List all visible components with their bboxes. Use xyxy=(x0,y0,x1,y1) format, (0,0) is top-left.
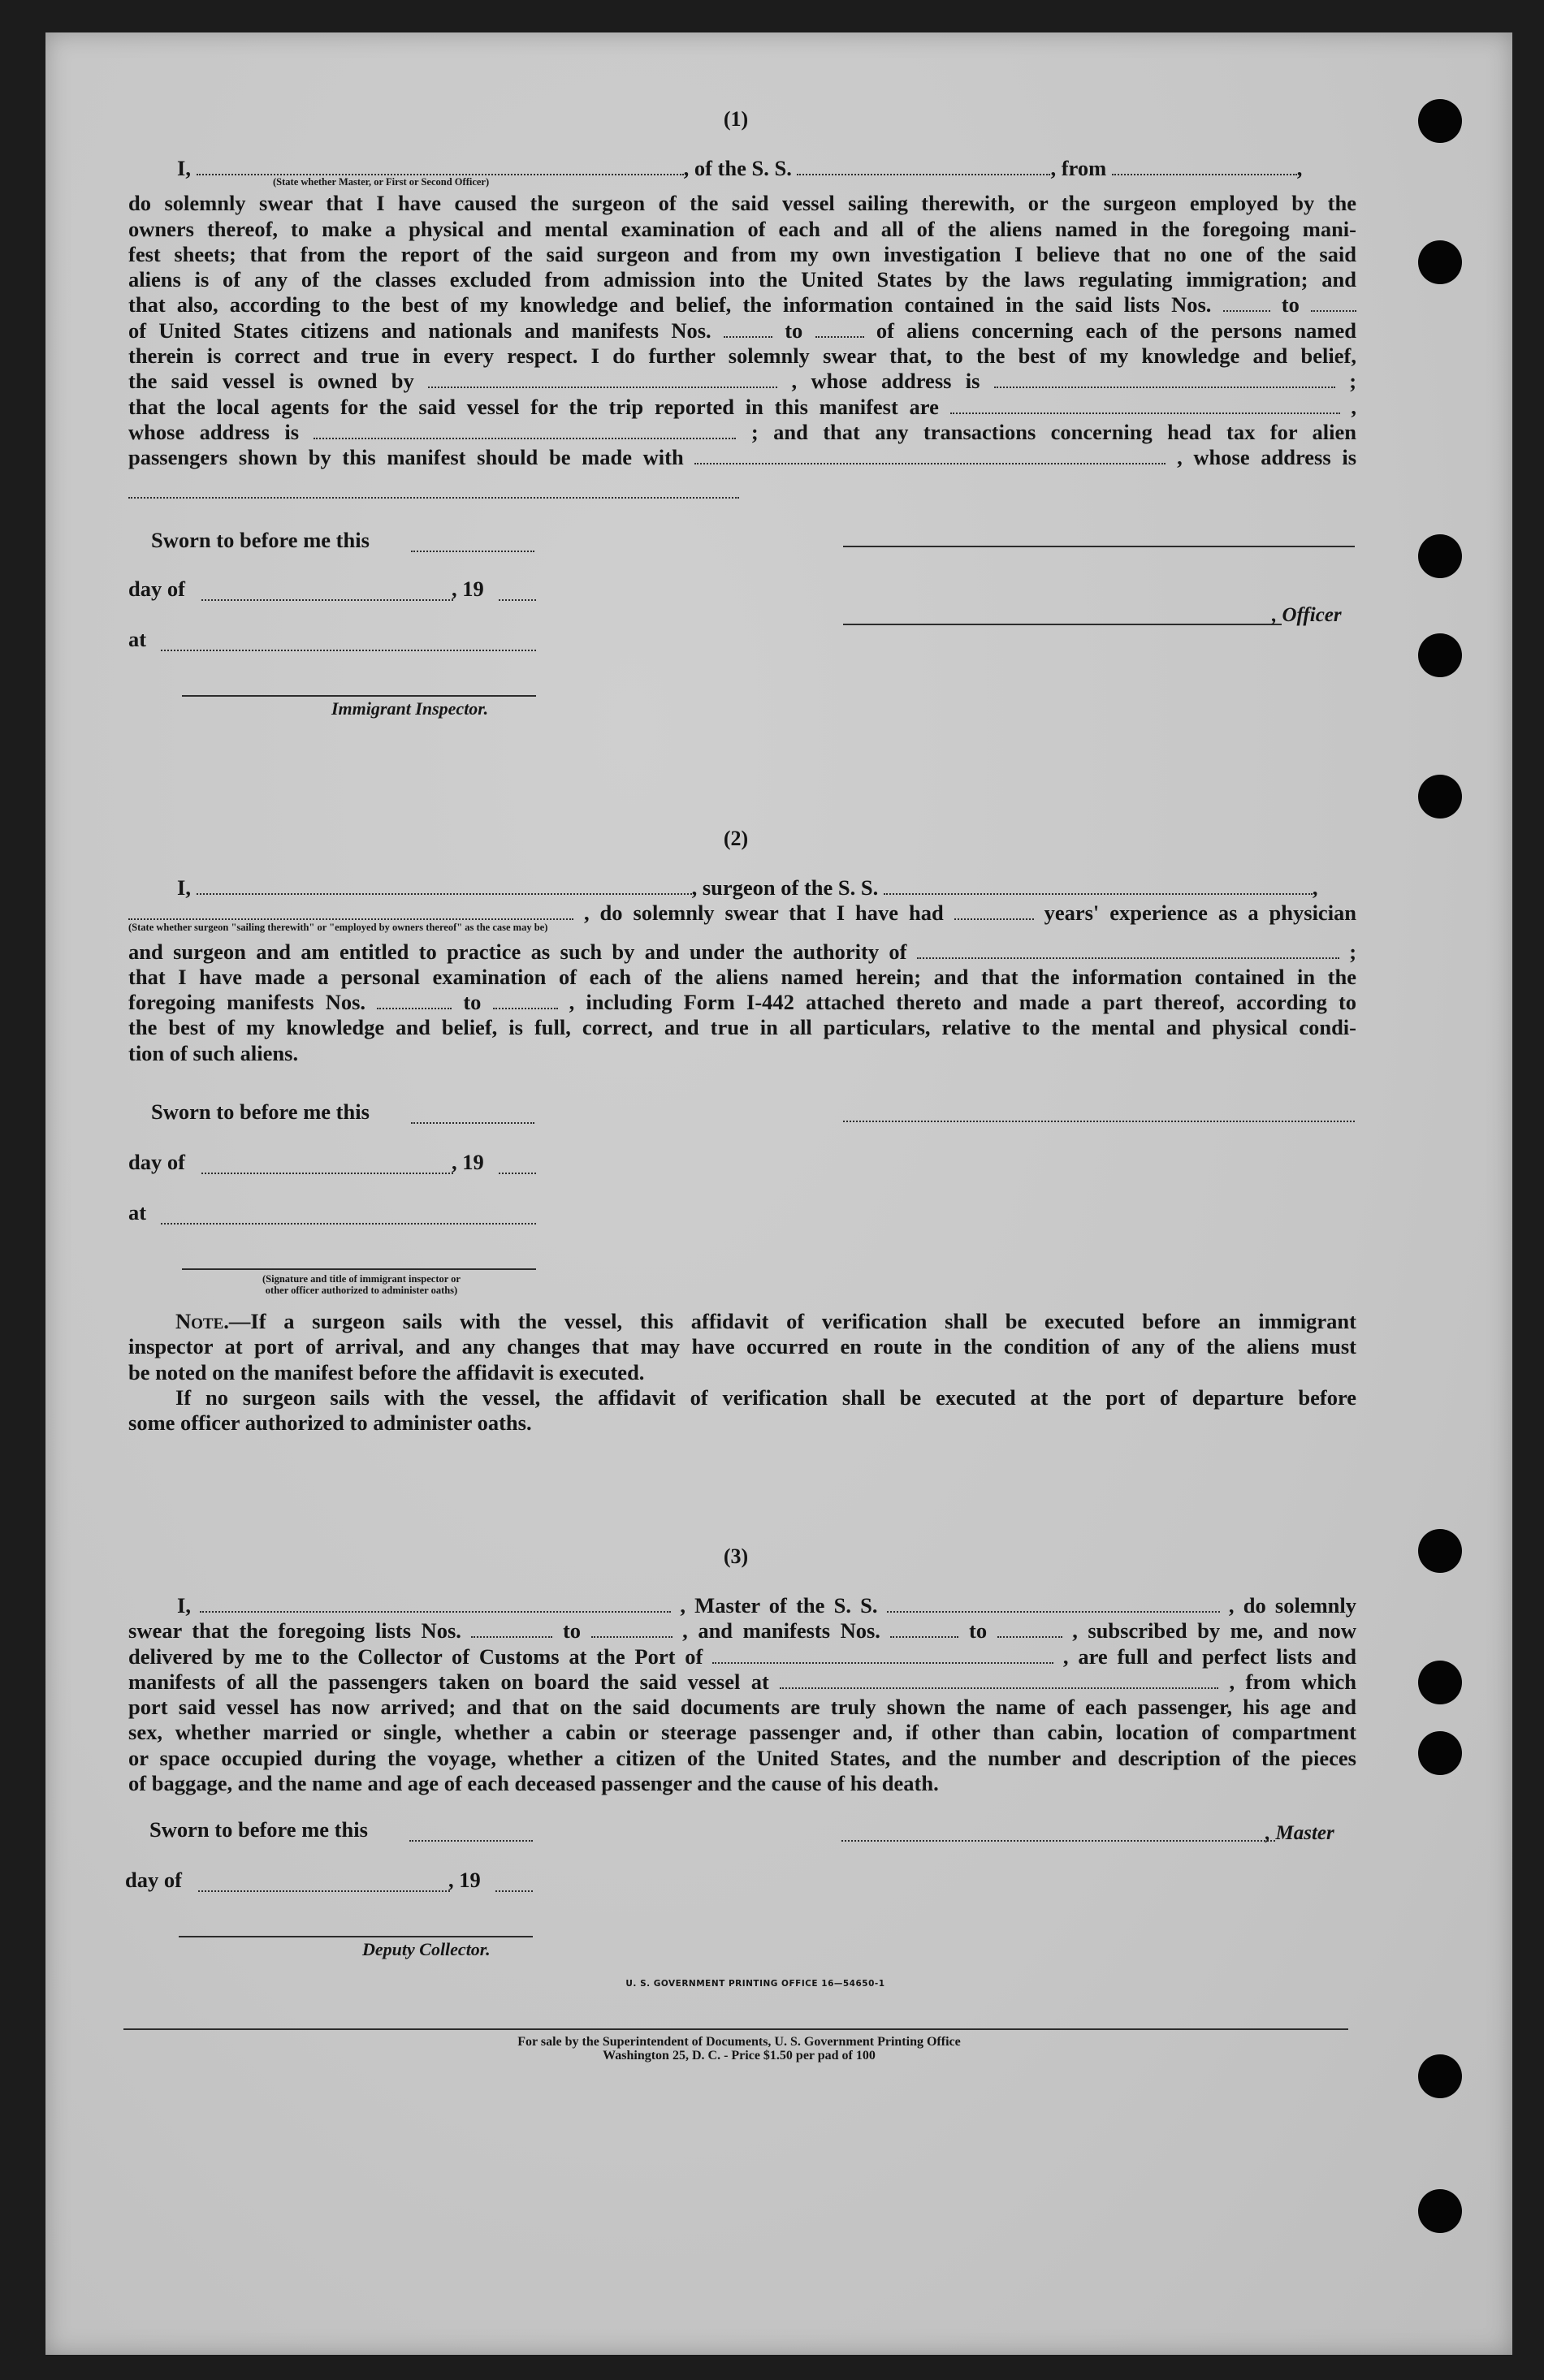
list-to-blank[interactable] xyxy=(1311,294,1356,312)
text: , Master of the S. S. xyxy=(680,1593,878,1618)
text-line-port xyxy=(128,1644,1356,1669)
owner-blank[interactable] xyxy=(428,370,777,388)
text-line-manifests xyxy=(128,318,1356,343)
master-title: , Master xyxy=(1265,1822,1334,1844)
caption-line: (Signature and title of immigrant inspector or xyxy=(262,1273,461,1285)
text-line-lists xyxy=(128,292,1356,317)
at-label: at xyxy=(128,627,147,651)
text-line: do solemnly swear that I have caused the surgeon of the said vessel sailing therewith, or the surgeon employed by the xyxy=(128,191,1356,216)
master-name-blank[interactable] xyxy=(200,1595,671,1613)
section-1-number: (1) xyxy=(723,107,749,131)
sworn-date-blank[interactable] xyxy=(409,1840,533,1842)
footer-rule xyxy=(123,2028,1348,2030)
text: , xyxy=(1296,156,1303,180)
agents-address-blank[interactable] xyxy=(314,421,736,439)
section-3-number: (3) xyxy=(723,1544,749,1568)
text: , are full and perfect lists and xyxy=(1062,1644,1357,1669)
text-line-agents-address xyxy=(128,420,1356,445)
text: years' experience as a physician xyxy=(1044,901,1357,926)
text: , and manifests Nos. xyxy=(682,1618,880,1644)
authority-blank[interactable] xyxy=(917,941,1339,959)
text: , whose address is xyxy=(1177,445,1357,470)
sworn-date-blank[interactable] xyxy=(411,551,534,552)
manifest-to-blank[interactable] xyxy=(493,991,558,1009)
from-port-blank[interactable] xyxy=(1112,158,1297,175)
text-line: tion of such aliens. xyxy=(128,1040,299,1065)
note-label: Note. xyxy=(175,1309,229,1333)
text-line-lists xyxy=(128,1618,1356,1644)
agents-blank[interactable] xyxy=(950,396,1340,414)
collector-title: Deputy Collector. xyxy=(362,1939,491,1959)
vessel-name-blank[interactable] xyxy=(797,158,1050,175)
day-of-blank[interactable] xyxy=(198,1890,450,1892)
text: ; xyxy=(1349,369,1357,394)
list-from-blank[interactable] xyxy=(1223,294,1270,312)
at-blank[interactable] xyxy=(161,650,536,651)
manifest-from-blank[interactable] xyxy=(724,320,772,338)
year-label: , 19 xyxy=(452,577,484,601)
surgeon-type-blank[interactable] xyxy=(128,902,573,920)
text: whose address is xyxy=(128,419,300,444)
text-line-head-tax xyxy=(128,445,1356,470)
section-3-body xyxy=(128,1593,1356,1796)
text-line-boarded-at xyxy=(128,1669,1356,1695)
text-line: sex, whether married or single, whether a cabin or steerage passenger and, if other than cabin, location of compartment xyxy=(128,1720,1356,1745)
officer-signature-line[interactable] xyxy=(843,624,1282,625)
head-tax-address-blank[interactable] xyxy=(128,497,739,499)
years-blank[interactable] xyxy=(954,902,1034,920)
port-blank[interactable] xyxy=(712,1646,1053,1664)
text: to xyxy=(1281,292,1300,317)
day-of-label: day of xyxy=(128,1150,185,1174)
list-from-blank[interactable] xyxy=(471,1620,552,1638)
at-label: at xyxy=(128,1200,147,1225)
year-label: , 19 xyxy=(452,1150,484,1174)
punch-hole xyxy=(1418,633,1462,677)
text: to xyxy=(463,990,482,1015)
sale-line: Washington 25, D. C. - Price $1.50 per pad of 100 xyxy=(603,2049,876,2063)
text-line: or space occupied during the voyage, whether a citizen of the United States, and the number and description of the pieces xyxy=(128,1745,1356,1770)
punch-hole xyxy=(1418,534,1462,578)
text: to xyxy=(969,1618,988,1644)
inspector-signature-line[interactable] xyxy=(182,1268,536,1270)
field-caption: (State whether surgeon "sailing therewith" or "employed by owners thereof" as the case may be) xyxy=(128,921,548,933)
field-caption: (State whether Master, or First or Second Officer) xyxy=(273,176,490,188)
sworn-date-blank[interactable] xyxy=(411,1122,534,1124)
signature-caption xyxy=(171,1273,552,1296)
note-line: If no surgeon sails with the vessel, the affidavit of verification shall be executed at the port of departure before xyxy=(175,1384,1356,1410)
text: delivered by me to the Collector of Customs at the Port of xyxy=(128,1644,703,1669)
text-line: the best of my knowledge and belief, is full, correct, and true in all particulars, relative to the mental and physical condi- xyxy=(128,1015,1356,1040)
owner-address-blank[interactable] xyxy=(994,370,1335,388)
text: that the local agents for the said vessel for the trip reported in this manifest are xyxy=(128,394,939,419)
section-1-body xyxy=(128,156,1356,471)
surgeon-signature-blank[interactable] xyxy=(843,1121,1355,1122)
master-signature-blank[interactable] xyxy=(841,1840,1275,1842)
punch-hole xyxy=(1418,1731,1462,1775)
text: to xyxy=(785,317,803,343)
day-of-blank[interactable] xyxy=(201,599,453,601)
day-of-blank[interactable] xyxy=(201,1173,453,1174)
sale-line: For sale by the Superintendent of Documents, U. S. Government Printing Office xyxy=(517,2035,961,2049)
sworn-label: Sworn to before me this xyxy=(151,1099,370,1124)
text-line-master xyxy=(128,1593,1356,1618)
text: , of the S. S. xyxy=(683,156,792,180)
list-to-blank[interactable] xyxy=(591,1620,673,1638)
printer-imprint: U. S. GOVERNMENT PRINTING OFFICE 16—54650-1 xyxy=(625,1979,885,1989)
year-label: , 19 xyxy=(448,1868,481,1892)
text: , xyxy=(1312,875,1318,900)
text: foregoing manifests Nos. xyxy=(128,990,366,1015)
text: , from which xyxy=(1229,1669,1357,1694)
text: , subscribed by me, and now xyxy=(1072,1618,1357,1644)
text: that also, according to the best of my knowledge and belief, the information contained in the said lists Nos. xyxy=(128,292,1212,317)
text-line: therein is correct and true in every respect. I do further solemnly swear that, to the best of my knowledge and belief, xyxy=(128,343,1356,369)
punch-hole xyxy=(1418,2054,1462,2098)
punch-hole xyxy=(1418,240,1462,284)
text-line: fest sheets; that from the report of the said surgeon and from my own investigation I believe that no one of the said xyxy=(128,241,1356,266)
text-line: aliens is of any of the classes excluded from admission into the United States by the laws regulating immigration; and xyxy=(128,267,1356,292)
text: to xyxy=(562,1618,582,1644)
vessel-name-blank[interactable] xyxy=(887,1595,1220,1613)
text: of United States citizens and nationals and manifests Nos. xyxy=(128,317,711,343)
text: of aliens concerning each of the persons named xyxy=(876,317,1356,343)
manifest-from-blank[interactable] xyxy=(890,1620,958,1638)
note-block xyxy=(128,1309,1356,1436)
surgeon-name-blank[interactable] xyxy=(197,877,692,895)
text: , including Form I-442 attached thereto and made a part thereof, according to xyxy=(569,990,1357,1015)
text-line-authority xyxy=(128,939,1356,965)
punch-hole xyxy=(1418,1661,1462,1704)
manifest-to-blank[interactable] xyxy=(997,1620,1062,1638)
punch-hole xyxy=(1418,775,1462,819)
officer-title: , Officer xyxy=(1272,604,1342,626)
text: swear that the foregoing lists Nos. xyxy=(128,1618,461,1644)
note-line: be noted on the manifest before the affidavit is executed. xyxy=(128,1359,645,1384)
manifest-from-blank[interactable] xyxy=(377,991,452,1009)
text: I, xyxy=(177,875,191,900)
text: passengers shown by this manifest should be made with xyxy=(128,445,684,470)
text: , do solemnly xyxy=(1228,1593,1357,1618)
text: , xyxy=(1351,394,1357,419)
year-blank[interactable] xyxy=(495,1890,533,1892)
collector-signature-line[interactable] xyxy=(179,1936,533,1937)
text-line: that I have made a personal examination of each of the aliens named herein; and that the information contained in the xyxy=(128,964,1356,989)
text: , whose address is xyxy=(791,369,980,394)
sworn-label: Sworn to before me this xyxy=(151,528,370,552)
text-line-agents xyxy=(128,395,1356,420)
note-text: —If a surgeon sails with the vessel, this affidavit of verification shall be executed before an immigrant xyxy=(228,1309,1356,1333)
text: ; xyxy=(1349,939,1357,964)
text-line: owners thereof, to make a physical and mental examination of each and all of the aliens named in the foregoing mani- xyxy=(128,216,1356,241)
inspector-signature-line[interactable] xyxy=(182,695,536,697)
text: , from xyxy=(1050,156,1107,180)
section-2-body xyxy=(128,875,1356,1066)
day-of-label: day of xyxy=(125,1868,182,1892)
text-line-manifests xyxy=(128,990,1356,1015)
text: , surgeon of the S. S. xyxy=(691,875,879,900)
caption-line: other officer authorized to administer oaths) xyxy=(265,1285,458,1296)
boarding-port-blank[interactable] xyxy=(780,1671,1218,1689)
punch-hole xyxy=(1418,2189,1462,2233)
inspector-title: Immigrant Inspector. xyxy=(331,698,489,719)
sale-notice xyxy=(276,2035,1202,2063)
text: I, xyxy=(177,156,191,180)
note-line: inspector at port of arrival, and any changes that may have occurred en route in the condition of any of the aliens must xyxy=(128,1334,1356,1359)
year-blank[interactable] xyxy=(499,599,536,601)
signature-line[interactable] xyxy=(843,546,1355,547)
vessel-name-blank[interactable] xyxy=(884,877,1313,895)
text: ; and that any transactions concerning head tax for alien xyxy=(750,419,1357,444)
text: I, xyxy=(177,1593,191,1618)
text: the said vessel is owned by xyxy=(128,369,414,394)
manifest-to-blank[interactable] xyxy=(815,320,864,338)
text: , do solemnly swear that I have had xyxy=(583,901,944,926)
text-line: of baggage, and the name and age of each deceased passenger and the cause of his death. xyxy=(128,1771,939,1796)
section-2-number: (2) xyxy=(723,827,749,850)
head-tax-blank[interactable] xyxy=(694,447,1166,464)
year-blank[interactable] xyxy=(499,1173,536,1174)
sworn-label: Sworn to before me this xyxy=(149,1817,368,1842)
at-blank[interactable] xyxy=(161,1223,536,1225)
note-line: some officer authorized to administer oaths. xyxy=(128,1410,532,1436)
master-name-blank[interactable] xyxy=(197,158,684,175)
day-of-label: day of xyxy=(128,577,185,601)
text-line: port said vessel has now arrived; and that on the said documents are truly shown the name of each passenger, his age and xyxy=(128,1695,1356,1720)
text: and surgeon and am entitled to practice as such by and under the authority of xyxy=(128,939,907,964)
text-line-owner xyxy=(128,369,1356,394)
text: manifests of all the passengers taken on board the said vessel at xyxy=(128,1669,769,1694)
